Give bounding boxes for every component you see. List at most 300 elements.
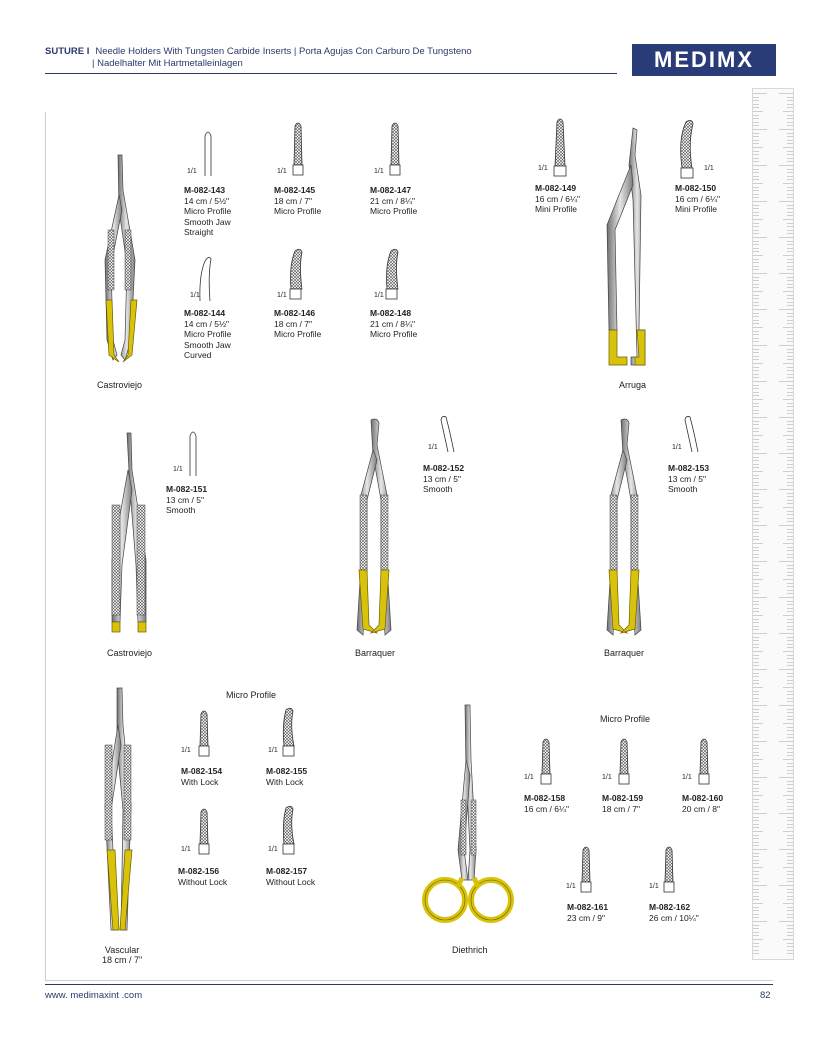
ruler-tick bbox=[753, 773, 759, 774]
ruler-tick bbox=[787, 104, 793, 105]
ruler-tick bbox=[753, 781, 759, 782]
ruler-tick bbox=[753, 406, 759, 407]
tip-drawing-157 bbox=[278, 804, 302, 856]
ruler-tick bbox=[753, 259, 759, 260]
ruler-tick bbox=[787, 647, 793, 648]
section-micro-profile-2: Micro Profile bbox=[600, 714, 651, 724]
ruler-tick bbox=[753, 615, 763, 616]
tip-drawing-150 bbox=[676, 118, 702, 180]
ruler-tick bbox=[779, 309, 793, 310]
ruler-tick bbox=[753, 237, 767, 238]
ruler-tick bbox=[753, 629, 759, 630]
ruler-tick bbox=[787, 446, 793, 447]
ruler-tick bbox=[753, 356, 759, 357]
ruler-tick bbox=[787, 766, 793, 767]
ruler-tick bbox=[753, 928, 759, 929]
ruler-tick bbox=[787, 518, 793, 519]
ruler-tick bbox=[753, 647, 759, 648]
product-label-155: M-082-155 With Lock bbox=[266, 766, 308, 787]
ruler-tick bbox=[787, 284, 793, 285]
ruler-tick bbox=[787, 586, 793, 587]
ruler-tick bbox=[753, 899, 759, 900]
ruler-tick bbox=[753, 593, 759, 594]
ruler-tick bbox=[779, 597, 793, 598]
scale-label: 1/1 bbox=[277, 292, 287, 299]
ruler-tick bbox=[753, 554, 759, 555]
ruler-tick bbox=[753, 316, 759, 317]
ruler-tick bbox=[787, 583, 793, 584]
ruler-tick bbox=[787, 421, 793, 422]
footer-url: www. medimaxint .com bbox=[45, 990, 143, 1001]
ruler-tick bbox=[753, 338, 759, 339]
ruler-tick bbox=[753, 327, 763, 328]
ruler-tick bbox=[783, 291, 793, 292]
ruler-tick bbox=[753, 568, 759, 569]
ruler-tick bbox=[753, 640, 759, 641]
ruler-tick bbox=[783, 507, 793, 508]
ruler-tick bbox=[753, 248, 759, 249]
ruler-tick bbox=[753, 467, 759, 468]
ruler-tick bbox=[787, 640, 793, 641]
ruler-tick bbox=[753, 633, 767, 634]
ruler-tick bbox=[787, 514, 793, 515]
ruler-tick bbox=[787, 554, 793, 555]
ruler-tick bbox=[753, 115, 759, 116]
ruler-tick bbox=[753, 917, 759, 918]
ruler-tick bbox=[753, 925, 759, 926]
ruler-tick bbox=[753, 755, 759, 756]
ruler-tick bbox=[753, 140, 759, 141]
ruler-tick bbox=[753, 388, 759, 389]
ruler-tick bbox=[753, 820, 759, 821]
ruler-tick bbox=[753, 345, 767, 346]
ruler-tick bbox=[753, 622, 759, 623]
ruler-tick bbox=[787, 752, 793, 753]
ruler-tick bbox=[787, 313, 793, 314]
ruler-tick bbox=[779, 741, 793, 742]
ruler-tick bbox=[753, 385, 759, 386]
ruler-tick bbox=[753, 266, 759, 267]
ruler-tick bbox=[779, 345, 793, 346]
arruga-instrument-image bbox=[595, 125, 665, 375]
ruler-tick bbox=[787, 431, 793, 432]
ruler-tick bbox=[787, 611, 793, 612]
ruler-tick bbox=[753, 644, 759, 645]
ruler-tick bbox=[787, 781, 793, 782]
ruler-tick bbox=[787, 172, 793, 173]
ruler-tick bbox=[753, 489, 767, 490]
ruler-tick bbox=[779, 921, 793, 922]
section-label: SUTURE I bbox=[45, 46, 90, 57]
ruler-tick bbox=[753, 352, 759, 353]
ruler-tick bbox=[753, 93, 767, 94]
ruler-tick bbox=[753, 392, 759, 393]
ruler-tick bbox=[787, 601, 793, 602]
ruler-tick bbox=[779, 417, 793, 418]
product-label-158: M-082-158 16 cm / 6¼" bbox=[524, 793, 570, 814]
ruler-tick bbox=[753, 831, 763, 832]
ruler-tick bbox=[753, 359, 759, 360]
ruler-tick bbox=[753, 262, 759, 263]
ruler-tick bbox=[779, 561, 793, 562]
ruler-tick bbox=[787, 298, 793, 299]
ruler-tick bbox=[783, 939, 793, 940]
ruler-tick bbox=[787, 500, 793, 501]
ruler-tick bbox=[783, 579, 793, 580]
ruler-tick bbox=[753, 129, 767, 130]
ruler-tick bbox=[753, 651, 763, 652]
ruler-tick bbox=[753, 719, 759, 720]
ruler-tick bbox=[787, 694, 793, 695]
ruler-tick bbox=[787, 950, 793, 951]
brand-logo: MEDIMX bbox=[632, 44, 776, 76]
ruler-tick bbox=[753, 795, 763, 796]
ruler-tick bbox=[753, 770, 759, 771]
ruler-tick bbox=[753, 547, 759, 548]
ruler-tick bbox=[753, 341, 759, 342]
ruler-tick bbox=[787, 341, 793, 342]
ruler-tick bbox=[787, 140, 793, 141]
ruler-tick bbox=[787, 590, 793, 591]
ruler-tick bbox=[753, 147, 763, 148]
ruler-tick bbox=[753, 637, 759, 638]
ruler-tick bbox=[787, 917, 793, 918]
ruler-tick bbox=[787, 529, 793, 530]
ruler-tick bbox=[787, 550, 793, 551]
ruler-tick bbox=[787, 568, 793, 569]
ruler-tick bbox=[753, 565, 759, 566]
ruler-tick bbox=[753, 583, 759, 584]
ruler-tick bbox=[787, 943, 793, 944]
ruler-tick bbox=[787, 208, 793, 209]
ruler-tick bbox=[787, 896, 793, 897]
scale-label: 1/1 bbox=[374, 168, 384, 175]
scale-label: 1/1 bbox=[187, 168, 197, 175]
ruler-tick bbox=[787, 302, 793, 303]
ruler-tick bbox=[753, 161, 759, 162]
ruler-tick bbox=[787, 683, 793, 684]
ruler-tick bbox=[783, 543, 793, 544]
ruler-tick bbox=[787, 215, 793, 216]
ruler-tick bbox=[787, 460, 793, 461]
ruler-tick bbox=[753, 381, 767, 382]
ruler-tick bbox=[753, 446, 759, 447]
ruler-tick bbox=[783, 183, 793, 184]
ruler-tick bbox=[753, 712, 759, 713]
ruler-tick bbox=[753, 723, 763, 724]
ruler-tick bbox=[787, 817, 793, 818]
ruler-tick bbox=[753, 370, 759, 371]
ruler-tick bbox=[787, 100, 793, 101]
scale-label: 1/1 bbox=[181, 747, 191, 754]
ruler-tick bbox=[753, 219, 763, 220]
ruler-tick bbox=[787, 719, 793, 720]
ruler-tick bbox=[753, 680, 759, 681]
ruler-tick bbox=[753, 464, 759, 465]
ruler-tick bbox=[753, 939, 763, 940]
instrument-name-diethrich: Diethrich bbox=[452, 945, 488, 955]
ruler-tick bbox=[787, 734, 793, 735]
ruler-tick bbox=[753, 791, 759, 792]
ruler-tick bbox=[753, 741, 767, 742]
ruler-tick bbox=[753, 377, 759, 378]
ruler-tick bbox=[787, 385, 793, 386]
tip-drawing-160 bbox=[696, 736, 712, 786]
ruler-tick bbox=[753, 701, 759, 702]
ruler-tick bbox=[787, 511, 793, 512]
ruler-tick bbox=[787, 547, 793, 548]
ruler-tick bbox=[787, 835, 793, 836]
ruler-tick bbox=[753, 122, 759, 123]
ruler-tick bbox=[787, 251, 793, 252]
ruler-tick bbox=[753, 759, 763, 760]
ruler-tick bbox=[787, 892, 793, 893]
ruler-tick bbox=[787, 320, 793, 321]
ruler-tick bbox=[753, 827, 759, 828]
ruler-tick bbox=[753, 442, 759, 443]
product-label-156: M-082-156 Without Lock bbox=[178, 866, 228, 887]
barraquer-instrument-image bbox=[345, 415, 405, 645]
ruler-tick bbox=[787, 359, 793, 360]
ruler-tick bbox=[787, 914, 793, 915]
ruler-tick bbox=[753, 950, 759, 951]
ruler-tick bbox=[787, 698, 793, 699]
ruler-tick bbox=[753, 691, 759, 692]
ruler-tick bbox=[787, 701, 793, 702]
ruler-tick bbox=[753, 572, 759, 573]
ruler-tick bbox=[787, 809, 793, 810]
instrument-name-barraquer-2: Barraquer bbox=[604, 648, 645, 658]
ruler-tick bbox=[753, 485, 759, 486]
tip-drawing-152 bbox=[438, 414, 462, 454]
ruler-tick bbox=[787, 413, 793, 414]
ruler-tick bbox=[753, 849, 767, 850]
ruler-tick bbox=[753, 179, 759, 180]
ruler-tick bbox=[753, 943, 759, 944]
ruler-tick bbox=[787, 608, 793, 609]
ruler-tick bbox=[779, 237, 793, 238]
page-header bbox=[45, 46, 485, 70]
ruler-tick bbox=[787, 680, 793, 681]
ruler-tick bbox=[787, 622, 793, 623]
scale-label: 1/1 bbox=[682, 774, 692, 781]
ruler-tick bbox=[787, 907, 793, 908]
ruler-tick bbox=[753, 935, 759, 936]
ruler-tick bbox=[753, 529, 759, 530]
ruler-tick bbox=[753, 118, 759, 119]
ruler-tick bbox=[787, 467, 793, 468]
ruler-tick bbox=[753, 136, 759, 137]
ruler-tick bbox=[783, 435, 793, 436]
ruler-tick bbox=[787, 532, 793, 533]
ruler-tick bbox=[753, 241, 759, 242]
ruler-tick bbox=[787, 691, 793, 692]
ruler-tick bbox=[753, 197, 759, 198]
ruler-tick bbox=[753, 561, 767, 562]
ruler-tick bbox=[753, 874, 759, 875]
tip-drawing-146 bbox=[286, 247, 310, 303]
tip-drawing-162 bbox=[661, 844, 677, 894]
product-label-152: M-082-152 13 cm / 5" Smooth bbox=[423, 463, 465, 494]
ruler-tick bbox=[753, 230, 759, 231]
ruler-tick bbox=[753, 482, 759, 483]
ruler-tick bbox=[787, 194, 793, 195]
ruler-tick bbox=[783, 255, 793, 256]
ruler-tick bbox=[787, 737, 793, 738]
ruler-tick bbox=[753, 907, 759, 908]
ruler-tick bbox=[753, 291, 763, 292]
ruler-tick bbox=[753, 799, 759, 800]
ruler-tick bbox=[753, 543, 763, 544]
ruler-tick bbox=[787, 493, 793, 494]
measurement-ruler bbox=[752, 88, 794, 960]
ruler-tick bbox=[753, 734, 759, 735]
ruler-tick bbox=[753, 295, 759, 296]
ruler-tick bbox=[753, 903, 763, 904]
tip-drawing-149 bbox=[552, 116, 568, 178]
ruler-tick bbox=[753, 856, 759, 857]
ruler-tick bbox=[753, 367, 759, 368]
ruler-tick bbox=[779, 813, 793, 814]
instrument-name-arruga: Arruga bbox=[619, 380, 647, 390]
ruler-tick bbox=[787, 392, 793, 393]
ruler-tick bbox=[787, 874, 793, 875]
product-label-151: M-082-151 13 cm / 5" Smooth bbox=[166, 484, 208, 515]
ruler-tick bbox=[787, 151, 793, 152]
footer-divider bbox=[45, 984, 773, 985]
ruler-tick bbox=[787, 773, 793, 774]
ruler-tick bbox=[753, 698, 759, 699]
ruler-tick bbox=[753, 896, 759, 897]
ruler-tick bbox=[753, 514, 759, 515]
scale-label: 1/1 bbox=[268, 747, 278, 754]
product-label-149: M-082-149 16 cm / 6¼" Mini Profile bbox=[535, 183, 581, 214]
ruler-tick bbox=[753, 212, 759, 213]
ruler-tick bbox=[787, 212, 793, 213]
ruler-tick bbox=[753, 435, 763, 436]
vascular-instrument-image bbox=[95, 685, 145, 945]
ruler-tick bbox=[753, 946, 759, 947]
ruler-tick bbox=[787, 727, 793, 728]
ruler-tick bbox=[787, 370, 793, 371]
ruler-tick bbox=[753, 125, 759, 126]
ruler-tick bbox=[787, 118, 793, 119]
barraquer-instrument-image bbox=[595, 415, 655, 645]
ruler-tick bbox=[783, 795, 793, 796]
scale-label: 1/1 bbox=[268, 846, 278, 853]
instrument-name-castroviejo-2: Castroviejo bbox=[107, 648, 153, 658]
ruler-tick bbox=[787, 464, 793, 465]
ruler-tick bbox=[779, 381, 793, 382]
ruler-tick bbox=[787, 482, 793, 483]
ruler-tick bbox=[787, 593, 793, 594]
ruler-tick bbox=[787, 925, 793, 926]
ruler-tick bbox=[783, 687, 793, 688]
ruler-tick bbox=[787, 179, 793, 180]
ruler-tick bbox=[753, 226, 759, 227]
ruler-tick bbox=[753, 521, 759, 522]
ruler-tick bbox=[753, 154, 759, 155]
ruler-tick bbox=[753, 190, 759, 191]
ruler-tick bbox=[753, 305, 759, 306]
ruler-tick bbox=[787, 565, 793, 566]
ruler-tick bbox=[779, 777, 793, 778]
ruler-tick bbox=[787, 953, 793, 954]
ruler-tick bbox=[787, 241, 793, 242]
content-border-left bbox=[45, 112, 46, 980]
ruler-tick bbox=[787, 262, 793, 263]
ruler-tick bbox=[779, 705, 793, 706]
tip-drawing-151 bbox=[185, 428, 201, 478]
ruler-tick bbox=[753, 273, 767, 274]
ruler-tick bbox=[753, 763, 759, 764]
ruler-tick bbox=[787, 935, 793, 936]
ruler-tick bbox=[753, 215, 759, 216]
ruler-tick bbox=[753, 201, 767, 202]
ruler-tick bbox=[753, 525, 767, 526]
ruler-tick bbox=[787, 824, 793, 825]
ruler-tick bbox=[753, 705, 767, 706]
ruler-tick bbox=[787, 439, 793, 440]
ruler-tick bbox=[753, 683, 759, 684]
ruler-tick bbox=[787, 197, 793, 198]
ruler-tick bbox=[779, 885, 793, 886]
ruler-tick bbox=[783, 363, 793, 364]
ruler-tick bbox=[787, 356, 793, 357]
ruler-tick bbox=[753, 910, 759, 911]
ruler-tick bbox=[787, 845, 793, 846]
ruler-tick bbox=[753, 413, 759, 414]
ruler-tick bbox=[787, 169, 793, 170]
ruler-tick bbox=[753, 730, 759, 731]
ruler-tick bbox=[787, 154, 793, 155]
ruler-tick bbox=[753, 536, 759, 537]
ruler-tick bbox=[787, 424, 793, 425]
ruler-tick bbox=[753, 673, 759, 674]
ruler-tick bbox=[753, 511, 759, 512]
product-label-154: M-082-154 With Lock bbox=[181, 766, 223, 787]
product-label-162: M-082-162 26 cm / 10¼" bbox=[649, 902, 699, 923]
ruler-tick bbox=[753, 478, 759, 479]
ruler-tick bbox=[787, 662, 793, 663]
ruler-tick bbox=[787, 367, 793, 368]
ruler-tick bbox=[753, 752, 759, 753]
ruler-tick bbox=[753, 183, 763, 184]
ruler-tick bbox=[753, 471, 763, 472]
ruler-tick bbox=[787, 428, 793, 429]
ruler-tick bbox=[753, 914, 759, 915]
ruler-tick bbox=[753, 313, 759, 314]
ruler-tick bbox=[753, 428, 759, 429]
ruler-tick bbox=[753, 493, 759, 494]
tip-drawing-154 bbox=[196, 708, 212, 758]
ruler-tick bbox=[787, 604, 793, 605]
tip-drawing-147 bbox=[387, 120, 403, 178]
ruler-tick bbox=[787, 449, 793, 450]
ruler-tick bbox=[787, 122, 793, 123]
ruler-tick bbox=[753, 687, 763, 688]
ruler-tick bbox=[753, 784, 759, 785]
tip-drawing-148 bbox=[382, 247, 406, 303]
ruler-tick bbox=[787, 334, 793, 335]
tip-drawing-155 bbox=[278, 706, 302, 758]
ruler-tick bbox=[787, 755, 793, 756]
scale-label: 1/1 bbox=[704, 165, 714, 172]
ruler-tick bbox=[753, 716, 759, 717]
ruler-tick bbox=[753, 323, 759, 324]
ruler-tick bbox=[787, 644, 793, 645]
ruler-tick bbox=[787, 244, 793, 245]
